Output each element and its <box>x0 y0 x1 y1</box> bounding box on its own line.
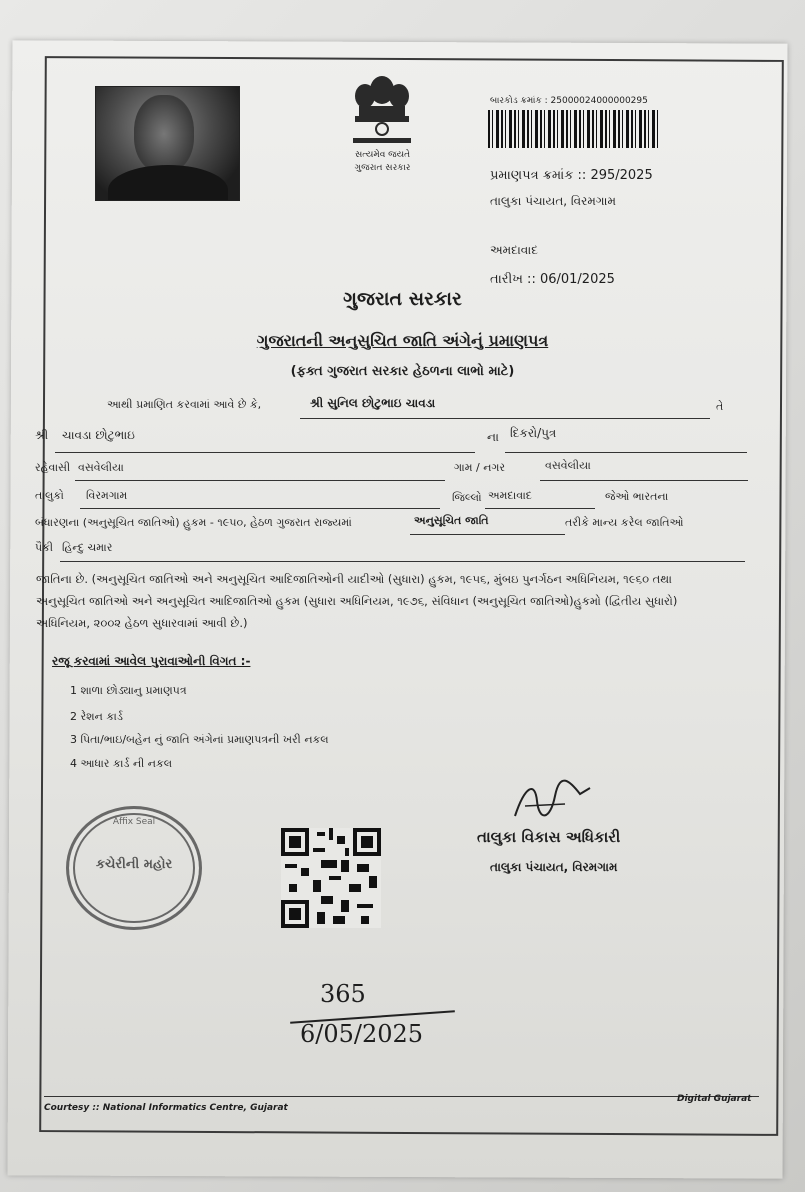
resident-label: રહેવાસી <box>35 461 71 474</box>
certify-text: આથી પ્રમાણિત કરવામાં આવે છે કે, <box>107 398 262 411</box>
issue-date: તારીખ :: 06/01/2025 <box>490 272 615 287</box>
father-name: ચાવડા છોટુભાઇ <box>62 428 135 442</box>
te-label: તે <box>716 400 724 413</box>
document-item-3: 3 પિતા/ભાઇ/બહેન નું જાતિ અંગેનાં પ્રમાણપત્રની ખરી નકલ <box>70 733 329 746</box>
government-title: ગુજરાત સરકાર <box>343 288 462 310</box>
jeo-bharat-label: જેઓ ભારતના <box>605 490 669 503</box>
state-emblem <box>345 68 420 176</box>
digital-gujarat-text: Digital Gujarat <box>677 1094 752 1104</box>
category-underline <box>410 534 565 535</box>
recognized-text: તરીકે માન્ય કરેલ જાતિઓ <box>565 516 684 529</box>
certificate-title: ગુજરાતની અનુસુચિત જાતિ અંગેનું પ્રમાણપત્ર <box>256 331 549 350</box>
resident-value: વસવેલીયા <box>78 461 124 474</box>
emblem-caption: ગુજરાત સરકાર <box>354 163 411 173</box>
category: અનુસૂચિત જાતિ <box>414 514 489 527</box>
qr-code <box>280 828 382 928</box>
relation: દિકરો/પુત્ર <box>510 426 557 440</box>
district-underline <box>485 508 595 509</box>
certificate-note: (ફક્ત ગુજરાત સરકાર હેઠળના લાભો માટે) <box>290 364 515 379</box>
caste-prefix: પૈકી <box>35 541 54 554</box>
lion-capital-icon <box>345 68 420 150</box>
law-paragraph <box>36 568 756 634</box>
handwritten-date: 6/05/2025 <box>300 1020 424 1048</box>
handwritten-note <box>290 980 470 1060</box>
caste-underline <box>60 561 745 562</box>
caste: હિન્દુ ચમાર <box>62 541 113 554</box>
resident-underline <box>75 480 445 481</box>
law-line-2: અનુસૂચિત જાતિઓ અને અનુસૂચિત આદિજાતિઓ હુકમ (સુધારા અધિનિયમ, ૧૯૭૬, સંવિધાન (અનુસૂચિત જાતિઓ)હુકમો (દ્વિતીય સુધારો) <box>36 594 678 608</box>
document-item-2: 2 રેશન કાર્ડ <box>70 710 123 723</box>
name-underline <box>300 418 710 419</box>
courtesy-text: Courtesy :: National Informatics Centre, Gujarat <box>44 1103 288 1113</box>
law-line-3: અધિનિયમ, ૨૦૦૨ હેઠળ સુધારવામાં આવી છે.) <box>36 616 248 630</box>
village-label: ગામ / નગર <box>454 461 506 474</box>
shri-label: શ્રી <box>35 428 49 442</box>
barcode-label: બારકોડ ક્રમાંક : 25000024000000295 <box>490 96 648 106</box>
constitution-text: બંધારણના (અનુસૂચિત જાતિઓ) હુકમ - ૧૯૫૦, હેઠળ ગુજરાત રાજ્યમાં <box>35 516 352 529</box>
applicant-name: શ્રી સુનિલ છોટુભાઇ ચાવડા <box>310 396 436 410</box>
na-label: ના <box>487 430 499 444</box>
taluka-underline <box>80 508 440 509</box>
relation-underline <box>505 452 747 453</box>
footer-rule <box>44 1096 759 1097</box>
photo-face <box>134 95 194 173</box>
document-item-4: 4 આધાર કાર્ડ ની નકલ <box>70 757 173 770</box>
photo-shoulders <box>108 165 228 201</box>
seal-ring-text: Affix Seal <box>112 817 156 827</box>
place: અમદાવાદ <box>490 243 538 257</box>
documents-title: રજૂ કરવામાં આવેલ પુરાવાઓની વિગત :- <box>52 654 251 668</box>
handwritten-number: 365 <box>320 980 366 1008</box>
officer-title: તાલુકા વિકાસ અધિકારી <box>477 828 621 846</box>
law-line-1: જાતિના છે. (અનુસૂચિત જાતિઓ અને અનુસૂચિત આદિજાતિઓની યાદીઓ (સુધારા) હુકમ, ૧૯૫૬, મુંબઇ પુનર્ગઠન અધિનિયમ, ૧૯૬૦ તથા <box>36 572 672 586</box>
applicant-photo <box>95 86 240 201</box>
document-item-1: 1 શાળા છોડ્યાનુ પ્રમાણપત્ર <box>70 684 187 697</box>
office-seal <box>66 806 202 930</box>
district-value: અમદાવાદ <box>488 489 532 502</box>
district-label: જિલ્લો <box>452 491 482 504</box>
village-value: વસવેલીયા <box>545 459 591 472</box>
emblem-motto: સત્યમેવ જયતે <box>354 150 411 160</box>
village-underline <box>540 480 748 481</box>
certificate-number: પ્રમાણપત્ર ક્રમાંક :: 295/2025 <box>490 168 653 183</box>
officer-signature <box>505 776 595 826</box>
seal-center-text: કચેરીની મહોર <box>95 857 173 872</box>
father-underline <box>55 452 475 453</box>
barcode <box>488 110 658 148</box>
taluka-label: તાલુકો <box>35 489 64 502</box>
issuing-office: તાલુકા પંચાયત, વિરમગામ <box>490 194 616 208</box>
officer-office: તાલુકા પંચાયત, વિરમગામ <box>490 860 618 874</box>
taluka-value: વિરમગામ <box>86 489 128 502</box>
